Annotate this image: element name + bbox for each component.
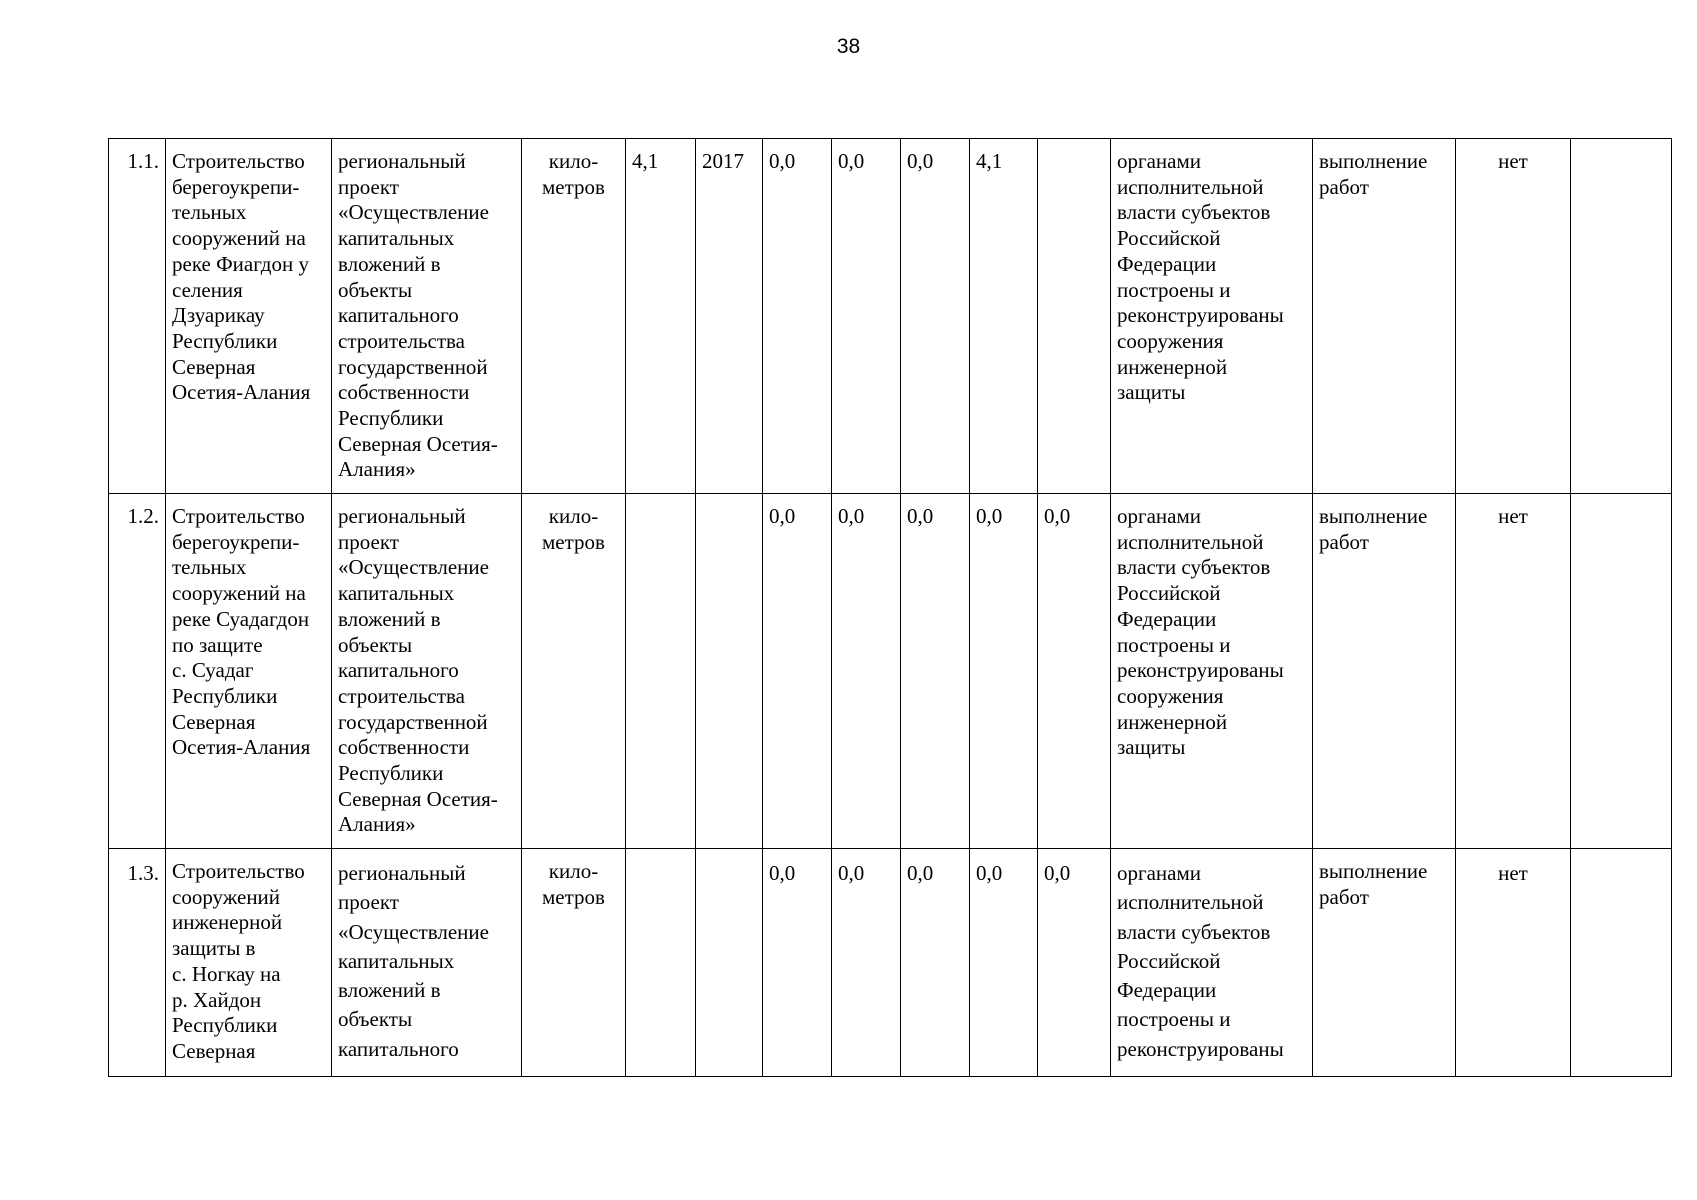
base-value-cell: 4,1 <box>626 139 696 494</box>
base-value-cell <box>626 494 696 849</box>
name-cell: Строительство берегоукрепи- тельных сооружений на реке Суадагдон по защите с. Суадаг Республики Северная Осетия-Алания <box>166 494 332 849</box>
name-cell: Строительство берегоукрепи- тельных сооружений на реке Фиагдон у селения Дзуарикау Республики Северная Осетия-Алания <box>166 139 332 494</box>
base-year-cell: 2017 <box>696 139 763 494</box>
project-cell: региональный проект «Осуществление капитальных вложений в объекты капитального строительства государственной собственности Республики Северная Осетия- Алания» <box>332 139 522 494</box>
result-cell: органами исполнительной власти субъектов Российской Федерации построены и реконструированы <box>1111 849 1313 1077</box>
value-cell-5: 0,0 <box>1038 849 1111 1077</box>
type-cell: выполнение работ <box>1313 494 1456 849</box>
row-number-cell: 1.3. <box>109 849 166 1077</box>
name-cell: Строительство сооружений инженерной защиты в с. Ногкау на р. Хайдон Республики Северная <box>166 849 332 1077</box>
result-cell: органами исполнительной власти субъектов Российской Федерации построены и реконструированы сооружения инженерной защиты <box>1111 139 1313 494</box>
type-cell: выполнение работ <box>1313 849 1456 1077</box>
value-cell-4: 0,0 <box>970 849 1038 1077</box>
base-value-cell <box>626 849 696 1077</box>
result-cell: органами исполнительной власти субъектов Российской Федерации построены и реконструированы сооружения инженерной защиты <box>1111 494 1313 849</box>
unit-cell: кило- метров <box>522 494 626 849</box>
table-row <box>109 494 1672 849</box>
base-year-cell <box>696 849 763 1077</box>
table-row <box>109 849 1672 1077</box>
project-cell: региональный проект «Осуществление капитальных вложений в объекты капитального строительства государственной собственности Республики Северная Осетия- Алания» <box>332 494 522 849</box>
unit-cell: кило- метров <box>522 139 626 494</box>
value-cell-2: 0,0 <box>832 494 901 849</box>
row-number-cell: 1.2. <box>109 494 166 849</box>
value-cell-1: 0,0 <box>763 139 832 494</box>
flag-cell: нет <box>1456 849 1571 1077</box>
row-number-cell: 1.1. <box>109 139 166 494</box>
base-year-cell <box>696 494 763 849</box>
type-cell: выполнение работ <box>1313 139 1456 494</box>
extra-cell <box>1571 849 1672 1077</box>
value-cell-3: 0,0 <box>901 494 970 849</box>
measures-table <box>108 138 1672 1077</box>
value-cell-4: 4,1 <box>970 139 1038 494</box>
flag-cell: нет <box>1456 494 1571 849</box>
value-cell-2: 0,0 <box>832 849 901 1077</box>
value-cell-3: 0,0 <box>901 849 970 1077</box>
value-cell-5: 0,0 <box>1038 494 1111 849</box>
flag-cell: нет <box>1456 139 1571 494</box>
value-cell-1: 0,0 <box>763 494 832 849</box>
value-cell-5 <box>1038 139 1111 494</box>
value-cell-2: 0,0 <box>832 139 901 494</box>
value-cell-4: 0,0 <box>970 494 1038 849</box>
value-cell-1: 0,0 <box>763 849 832 1077</box>
page-number: 38 <box>836 35 861 58</box>
project-cell: региональный проект «Осуществление капитальных вложений в объекты капитального <box>332 849 522 1077</box>
unit-cell: кило- метров <box>522 849 626 1077</box>
value-cell-3: 0,0 <box>901 139 970 494</box>
extra-cell <box>1571 139 1672 494</box>
table-row <box>109 139 1672 494</box>
extra-cell <box>1571 494 1672 849</box>
